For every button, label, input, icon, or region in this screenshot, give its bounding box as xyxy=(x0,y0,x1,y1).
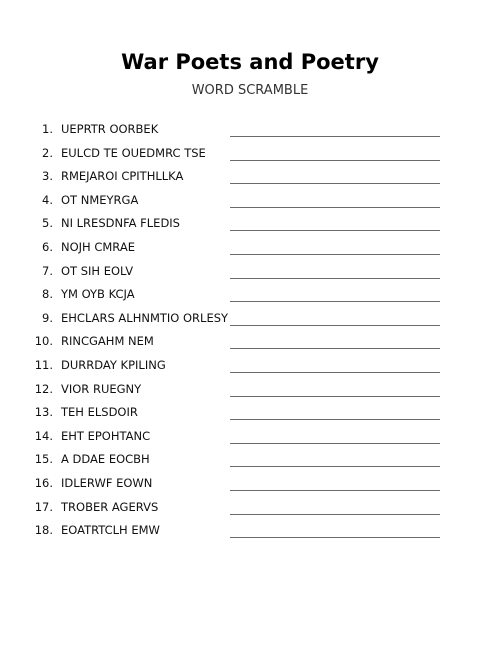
scrambled-word: OT SIH EOLV xyxy=(61,263,134,278)
answer-line[interactable] xyxy=(230,136,440,137)
answer-line[interactable] xyxy=(230,372,440,373)
list-item xyxy=(0,309,500,333)
list-item xyxy=(0,214,500,238)
answer-line[interactable] xyxy=(230,278,440,279)
scrambled-word: YM OYB KCJA xyxy=(61,287,135,302)
answer-line[interactable] xyxy=(230,443,440,444)
list-item xyxy=(0,356,500,380)
item-number: 7. xyxy=(42,263,53,278)
list-item xyxy=(0,427,500,451)
page-title: War Poets and Poetry xyxy=(121,50,379,74)
answer-line[interactable] xyxy=(230,160,440,161)
scrambled-word: EOATRTCLH EMW xyxy=(61,523,160,538)
list-item xyxy=(0,380,500,404)
scrambled-word: NOJH CMRAE xyxy=(61,239,135,254)
answer-line[interactable] xyxy=(230,230,440,231)
item-number: 18. xyxy=(34,523,53,538)
answer-line[interactable] xyxy=(230,419,440,420)
item-number: 14. xyxy=(34,428,53,443)
item-number: 4. xyxy=(42,192,53,207)
list-item xyxy=(0,262,500,286)
list-item xyxy=(0,144,500,168)
item-number: 11. xyxy=(34,357,53,372)
answer-line[interactable] xyxy=(230,396,440,397)
answer-line[interactable] xyxy=(230,183,440,184)
list-item xyxy=(0,167,500,191)
list-item xyxy=(0,238,500,262)
item-number: 1. xyxy=(42,122,53,136)
item-number: 6. xyxy=(42,239,53,254)
list-item xyxy=(0,474,500,498)
answer-line[interactable] xyxy=(230,514,440,515)
scrambled-word: DURRDAY KPILING xyxy=(61,357,166,372)
item-number: 10. xyxy=(34,334,53,349)
answer-line[interactable] xyxy=(230,466,440,467)
answer-line[interactable] xyxy=(230,301,440,302)
item-number: 9. xyxy=(42,310,53,325)
scrambled-word: RMEJAROI CPITHLLKA xyxy=(61,169,184,184)
scrambled-word: TEH ELSDOIR xyxy=(61,405,138,420)
list-item xyxy=(0,332,500,356)
list-item xyxy=(0,450,500,474)
scrambled-word: NI LRESDNFA FLEDIS xyxy=(61,216,180,231)
item-number: 2. xyxy=(42,145,53,160)
scrambled-word: UEPRTR OORBEK xyxy=(61,122,159,136)
item-number: 13. xyxy=(34,405,53,420)
item-number: 12. xyxy=(34,381,53,396)
scrambled-word: A DDAE EOCBH xyxy=(61,452,150,467)
item-number: 15. xyxy=(34,452,53,467)
answer-line[interactable] xyxy=(230,254,440,255)
scrambled-word: EHCLARS ALHNMTIO ORLESY xyxy=(61,310,229,325)
list-item xyxy=(0,403,500,427)
list-item xyxy=(0,120,500,144)
answer-line[interactable] xyxy=(230,348,440,349)
scrambled-word: EHT EPOHTANC xyxy=(61,428,151,443)
scrambled-word: OT NMEYRGA xyxy=(61,192,139,207)
page-subtitle: WORD SCRAMBLE xyxy=(191,83,309,98)
item-number: 17. xyxy=(34,499,53,514)
item-number: 8. xyxy=(42,287,53,302)
item-number: 16. xyxy=(34,475,53,490)
item-number: 5. xyxy=(42,216,53,231)
scrambled-word: IDLERWF EOWN xyxy=(61,475,153,490)
scramble-list xyxy=(0,120,500,545)
item-number: 3. xyxy=(42,169,53,184)
answer-line[interactable] xyxy=(230,537,440,538)
scrambled-word: EULCD TE OUEDMRC TSE xyxy=(61,145,206,160)
scrambled-word: VIOR RUEGNY xyxy=(61,381,142,396)
answer-line[interactable] xyxy=(230,490,440,491)
answer-line[interactable] xyxy=(230,207,440,208)
scrambled-word: TROBER AGERVS xyxy=(61,499,159,514)
list-item xyxy=(0,521,500,545)
list-item xyxy=(0,191,500,215)
answer-line[interactable] xyxy=(230,325,440,326)
list-item xyxy=(0,498,500,522)
scrambled-word: RINCGAHM NEM xyxy=(61,334,154,349)
list-item xyxy=(0,285,500,309)
